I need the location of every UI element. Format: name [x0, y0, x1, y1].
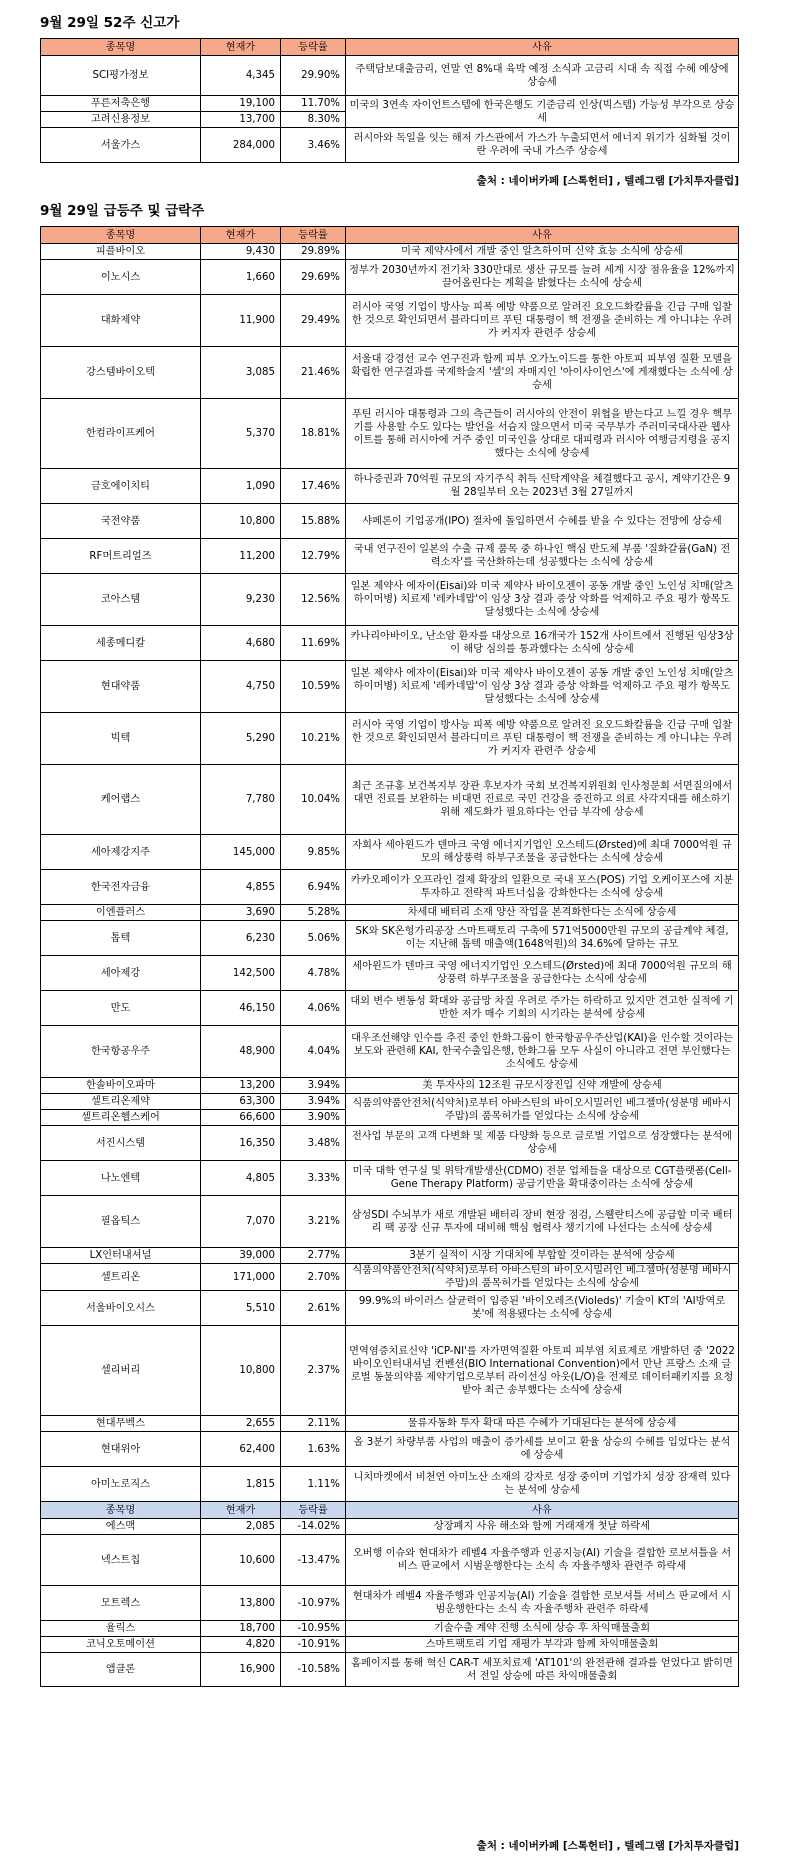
- current-price: 13,700: [201, 112, 281, 128]
- reason: 일본 제약사 에자이(Eisai)와 미국 제약사 바이오젠이 공동 개발 중인 노인성 치매(알츠하이머병) 치료제 '레카네맙'이 임상 3상 결과 증상 악화를 억제하고 주요 평가 항목도 달성했다는 소식에 상승세: [346, 661, 739, 713]
- stock-name: 만도: [41, 991, 201, 1026]
- table-row: [41, 626, 739, 661]
- stock-name: 세아제강: [41, 956, 201, 991]
- current-price: 9,430: [201, 244, 281, 260]
- table-row: [41, 921, 739, 956]
- col-header-reason: 사유: [346, 39, 739, 56]
- reason: 미국 제약사에서 개발 중인 알츠하이머 신약 효능 소식에 상승세: [346, 244, 739, 260]
- reason: 니치마켓에서 비천연 아미노산 소재의 강자로 성장 중이며 기업가치 성장 잠재력 있다는 분석에 상승세: [346, 1467, 739, 1502]
- stock-name: 넥스트칩: [41, 1535, 201, 1586]
- table-row: [41, 295, 739, 347]
- reason: SK와 SK온헝가리공장 스마트팩토리 구축에 571억5000만원 규모의 공급계약 체결, 이는 지난해 톱텍 매출액(1648억원)의 34.6%에 달하는 규모: [346, 921, 739, 956]
- table-row: [41, 574, 739, 626]
- section1-source: 출처 : 네이버카페 [스톡헌터] , 텔레그램 [가치투자클럽]: [476, 175, 739, 187]
- table-row: [41, 1467, 739, 1502]
- current-price: 46,150: [201, 991, 281, 1026]
- table-row: [41, 765, 739, 835]
- change-rate: -10.97%: [281, 1586, 346, 1621]
- change-rate: -14.02%: [281, 1519, 346, 1535]
- change-rate: 6.94%: [281, 870, 346, 905]
- change-rate: 29.89%: [281, 244, 346, 260]
- change-rate: 10.21%: [281, 713, 346, 765]
- col-header-price: 현재가: [201, 227, 281, 244]
- current-price: 1,090: [201, 469, 281, 504]
- current-price: 63,300: [201, 1094, 281, 1110]
- current-price: 10,800: [201, 504, 281, 539]
- current-price: 145,000: [201, 835, 281, 870]
- reason: 러시아와 독일을 잇는 해저 가스관에서 가스가 누출되면서 에너지 위기가 심화될 것이란 우려에 국내 가스주 상승세: [346, 128, 739, 163]
- stock-name: 고려신용정보: [41, 112, 201, 128]
- current-price: 2,655: [201, 1416, 281, 1432]
- stock-name: 셀트리온헬스케어: [41, 1110, 201, 1126]
- change-rate: 5.06%: [281, 921, 346, 956]
- table-row: [41, 347, 739, 399]
- table-row: [41, 1416, 739, 1432]
- change-rate: 29.49%: [281, 295, 346, 347]
- reason: 러시아 국영 기업이 방사능 피폭 예방 약품으로 알려진 요오드화칼륨을 긴급 구매 입찰한 것으로 확인되면서 블라디미르 푸틴 대통령이 핵 전쟁을 준비하는 게 아니냐는 우려가 커지자 관련주 상승세: [346, 713, 739, 765]
- current-price: 13,800: [201, 1586, 281, 1621]
- stock-name: 국전약품: [41, 504, 201, 539]
- table-row: [41, 539, 739, 574]
- change-rate: -10.95%: [281, 1621, 346, 1637]
- reason: 자회사 세아윈드가 덴마크 국영 에너지기업인 오스테드(Ørsted)에 최대 7000억원 규모의 해상풍력 하부구조물을 공급한다는 소식에 상승세: [346, 835, 739, 870]
- col-header-name: 종목명: [41, 227, 201, 244]
- table-row: [41, 905, 739, 921]
- current-price: 39,000: [201, 1248, 281, 1264]
- current-price: 48,900: [201, 1026, 281, 1078]
- change-rate: 11.69%: [281, 626, 346, 661]
- current-price: 62,400: [201, 1432, 281, 1467]
- change-rate: -10.58%: [281, 1653, 346, 1687]
- table-row: [41, 1586, 739, 1621]
- table-row: [41, 1126, 739, 1161]
- change-rate: 12.79%: [281, 539, 346, 574]
- current-price: 18,700: [201, 1621, 281, 1637]
- reason: 카나리아바이오, 난소암 환자를 대상으로 16개국가 152개 사이트에서 진행된 임상3상이 해당 심의를 통과했다는 소식에 상승세: [346, 626, 739, 661]
- current-price: 7,780: [201, 765, 281, 835]
- col-header-name: 종목명: [41, 39, 201, 56]
- change-rate: 4.06%: [281, 991, 346, 1026]
- col-header-reason: 사유: [346, 227, 739, 244]
- table-row: [41, 1621, 739, 1637]
- current-price: 16,350: [201, 1126, 281, 1161]
- stock-name: 서울바이오시스: [41, 1291, 201, 1326]
- table-row: [41, 260, 739, 295]
- table-row: [41, 1432, 739, 1467]
- stock-name: LX인터내셔널: [41, 1248, 201, 1264]
- change-rate: 2.70%: [281, 1264, 346, 1291]
- col-header-reason: 사유: [346, 1502, 739, 1519]
- current-price: 19,100: [201, 96, 281, 112]
- current-price: 171,000: [201, 1264, 281, 1291]
- reason: 물류자동화 투자 확대 따른 수혜가 기대된다는 분석에 상승세: [346, 1416, 739, 1432]
- reason: 미국 대학 연구실 및 위탁개발생산(CDMO) 전문 업체들을 대상으로 CGT플랫폼(Cell-Gene Therapy Platform) 공급기반을 확대중이라는 소식에 상승세: [346, 1161, 739, 1196]
- current-price: 5,370: [201, 399, 281, 469]
- new-high-table: [40, 38, 739, 163]
- reason: 세아윈드가 덴마크 국영 에너지기업인 오스테드(Ørsted)에 최대 7000억원 규모의 해상풍력 하부구조물을 공급한다는 소식에 상승세: [346, 956, 739, 991]
- stock-name: 셀트리온제약: [41, 1094, 201, 1110]
- change-rate: 12.56%: [281, 574, 346, 626]
- current-price: 11,200: [201, 539, 281, 574]
- change-rate: 3.33%: [281, 1161, 346, 1196]
- current-price: 142,500: [201, 956, 281, 991]
- change-rate: 4.04%: [281, 1026, 346, 1078]
- table-row: [41, 96, 739, 112]
- change-rate: 3.94%: [281, 1078, 346, 1094]
- reason: 식품의약품안전처(식약처)로부터 아바스틴의 바이오시밀러인 베그젤마(성분명 베바시주맙)의 품목허가를 얻었다는 소식에 상승세: [346, 1094, 739, 1126]
- header-row: [41, 39, 739, 56]
- stock-name: 아미노로직스: [41, 1467, 201, 1502]
- table-row: [41, 128, 739, 163]
- change-rate: 3.94%: [281, 1094, 346, 1110]
- table-row: [41, 713, 739, 765]
- col-header-price: 현재가: [201, 39, 281, 56]
- table-row: [41, 1248, 739, 1264]
- col-header-change: 등락률: [281, 39, 346, 56]
- change-rate: 8.30%: [281, 112, 346, 128]
- current-price: 6,230: [201, 921, 281, 956]
- stock-name: 모트렉스: [41, 1586, 201, 1621]
- change-rate: 1.11%: [281, 1467, 346, 1502]
- stock-name: 이엔플러스: [41, 905, 201, 921]
- reason: 서울대 강경선 교수 연구진과 함께 피부 오가노이드를 통한 아토피 피부염 질환 모델을 확립한 연구결과를 국제학술지 '셀'의 자매지인 '아이사이언스'에 게재했다는 소식에 상승세: [346, 347, 739, 399]
- reason: 美 투자사의 12조원 규모시장진입 신약 개발에 상승세: [346, 1078, 739, 1094]
- reason: 전사업 부문의 고객 다변화 및 제품 다양화 등으로 글로벌 기업으로 성장했다는 분석에 상승세: [346, 1126, 739, 1161]
- col-header-change: 등락률: [281, 1502, 346, 1519]
- current-price: 4,820: [201, 1637, 281, 1653]
- reason: 상장폐지 사유 해소와 함께 거래재개 첫날 하락세: [346, 1519, 739, 1535]
- change-rate: -10.91%: [281, 1637, 346, 1653]
- change-rate: 1.63%: [281, 1432, 346, 1467]
- stock-name: 현대약품: [41, 661, 201, 713]
- stock-name: SCI평가정보: [41, 56, 201, 96]
- stock-name: 이노시스: [41, 260, 201, 295]
- stock-name: 셀리버리: [41, 1326, 201, 1416]
- change-rate: 17.46%: [281, 469, 346, 504]
- reason: 홈페이지를 통해 혁신 CAR-T 세포치료제 'AT101'의 완전관해 결과를 얻었다고 밝히면서 전일 상승에 따른 차익매물출회: [346, 1653, 739, 1687]
- reason: 삼성SDI 수뇌부가 새로 개발된 배터리 장비 현장 점검, 스웰란티스에 공급할 미국 배터리 팩 공장 신규 투자에 대비해 핵심 협력사 챙기기에 나선다는 소식에 상승세: [346, 1196, 739, 1248]
- change-rate: 9.85%: [281, 835, 346, 870]
- stock-name: 한솔바이오파마: [41, 1078, 201, 1094]
- change-rate: 3.21%: [281, 1196, 346, 1248]
- reason: 카카오페이가 오프라인 결제 확장의 일환으로 국내 포스(POS) 기업 오케이포스에 지분 투자하고 전략적 파트너십을 강화한다는 소식에 상승세: [346, 870, 739, 905]
- stock-name: 현대위아: [41, 1432, 201, 1467]
- current-price: 5,510: [201, 1291, 281, 1326]
- stock-name: 세종메디칼: [41, 626, 201, 661]
- reason: 면역염증치료신약 'iCP-NI'를 자가면역질환 아토피 피부염 치료제로 개발하던 중 '2022 바이오인터내셔널 컨벤션(BIO International Convention)에서 만난 프랑스 소재 글로벌 동물의약품 제약기업으로부터 라이선싱 아웃(L/O)을 전제로 데이터패키지를 요청받아 최근 송부했다는 소식에 상승세: [346, 1326, 739, 1416]
- stock-name: 코아스템: [41, 574, 201, 626]
- table-row: [41, 1161, 739, 1196]
- stock-name: 한컴라이프케어: [41, 399, 201, 469]
- current-price: 2,085: [201, 1519, 281, 1535]
- table-row: [41, 870, 739, 905]
- current-price: 9,230: [201, 574, 281, 626]
- table-row: [41, 1326, 739, 1416]
- reason: 러시아 국영 기업이 방사능 피폭 예방 약품으로 알려진 요오드화칼륨을 긴급 구매 입찰한 것으로 확인되면서 블라디미르 푸틴 대통령이 핵 전쟁을 준비하는 게 아니냐는 우려가 커지자 관련주 상승세: [346, 295, 739, 347]
- table-row: [41, 1026, 739, 1078]
- change-rate: 29.69%: [281, 260, 346, 295]
- change-rate: 3.46%: [281, 128, 346, 163]
- movers-table: [40, 226, 739, 1687]
- stock-name: 세아제강지주: [41, 835, 201, 870]
- current-price: 284,000: [201, 128, 281, 163]
- stock-name: 서울가스: [41, 128, 201, 163]
- reason: 기술수출 계약 진행 소식에 상승 후 차익매물출회: [346, 1621, 739, 1637]
- reason: 현대차가 레벨4 자율주행과 인공지능(AI) 기술을 결합한 로보셔틀 서비스 판교에서 시범운행한다는 소식 속 자율주행차 관련주 하락세: [346, 1586, 739, 1621]
- stock-name: 서진시스템: [41, 1126, 201, 1161]
- table-row: [41, 399, 739, 469]
- reason: 국내 연구진이 일본의 수출 규제 품목 중 하나인 핵심 반도체 부품 '질화갈륨(GaN) 전력소자'를 국산화하는데 성공했다는 소식에 상승세: [346, 539, 739, 574]
- stock-name: 케어랩스: [41, 765, 201, 835]
- section2-source: 출처 : 네이버카페 [스톡헌터] , 텔레그램 [가치투자클럽]: [476, 1840, 739, 1852]
- stock-name: RF머트리얼즈: [41, 539, 201, 574]
- current-price: 13,200: [201, 1078, 281, 1094]
- table-row: [41, 1653, 739, 1687]
- current-price: 11,900: [201, 295, 281, 347]
- table-row: [41, 956, 739, 991]
- change-rate: 5.28%: [281, 905, 346, 921]
- reason: 식품의약품안전처(식약처)로부터 아바스틴의 바이오시밀러인 베그젤마(성분명 베바시주맙)의 품목허가를 얻었다는 소식에 상승세: [346, 1264, 739, 1291]
- change-rate: 11.70%: [281, 96, 346, 112]
- table-row: [41, 835, 739, 870]
- section1-title: 9월 29일 52주 신고가: [40, 15, 180, 31]
- stock-name: 현대무벡스: [41, 1416, 201, 1432]
- table-row: [41, 1291, 739, 1326]
- change-rate: 2.11%: [281, 1416, 346, 1432]
- table-row: [41, 1535, 739, 1586]
- stock-name: 한국항공우주: [41, 1026, 201, 1078]
- current-price: 16,900: [201, 1653, 281, 1687]
- table-row: [41, 244, 739, 260]
- stock-name: 강스템바이오텍: [41, 347, 201, 399]
- stock-name: 피플바이오: [41, 244, 201, 260]
- change-rate: 2.61%: [281, 1291, 346, 1326]
- reason: 주택담보대출금리, 연말 연 8%대 육박 예정 소식과 고금리 시대 속 직접 수혜 예상에 상승세: [346, 56, 739, 96]
- current-price: 4,750: [201, 661, 281, 713]
- stock-name: 코닉오토메이션: [41, 1637, 201, 1653]
- current-price: 10,800: [201, 1326, 281, 1416]
- table-row: [41, 1196, 739, 1248]
- reason: 최근 조규홍 보건복지부 장관 후보자가 국회 보건복지위원회 인사청문회 서면질의에서 대면 진료를 보완하는 비대면 진료로 국민 건강을 증진하고 의료 사각지대를 해소하기 위해 제도화가 필요하다는 언급 부각에 상승세: [346, 765, 739, 835]
- reason: 하나증권과 70억원 규모의 자기주식 취득 신탁계약을 체결했다고 공시, 계약기간은 9월 28일부터 오는 2023년 3월 27일까지: [346, 469, 739, 504]
- change-rate: 10.04%: [281, 765, 346, 835]
- reason: 99.9%의 바이러스 살균력이 입증된 '바이오레즈(Violeds)' 기술이 KT의 'AI방역로봇'에 적용됐다는 소식에 상승세: [346, 1291, 739, 1326]
- current-price: 3,690: [201, 905, 281, 921]
- reason: 스마트팩토리 기업 재평가 부각과 함께 차익매물출회: [346, 1637, 739, 1653]
- stock-name: 금호에이치티: [41, 469, 201, 504]
- table-row: [41, 56, 739, 96]
- stock-name: 필옵틱스: [41, 1196, 201, 1248]
- change-rate: 29.90%: [281, 56, 346, 96]
- stock-name: 나노엔텍: [41, 1161, 201, 1196]
- stock-name: 빅텍: [41, 713, 201, 765]
- stock-name: 대화제약: [41, 295, 201, 347]
- current-price: 1,815: [201, 1467, 281, 1502]
- table-row: [41, 1094, 739, 1110]
- stock-name: 앱클론: [41, 1653, 201, 1687]
- stock-name: 율릭스: [41, 1621, 201, 1637]
- table-row: [41, 469, 739, 504]
- reason: 푸틴 러시아 대통령과 그의 측근들이 러시아의 안전이 위협을 받는다고 느낄 경우 핵무기를 사용할 수도 있다는 발언을 서슴지 않으면서 미국 국무부가 주러미국대사관 웹사이트를 통해 러시아에 거주 중인 미국인을 상대로 대피령과 러시아 여행금지령을 공지했다는 소식에 상승세: [346, 399, 739, 469]
- current-price: 4,680: [201, 626, 281, 661]
- table-row: [41, 1519, 739, 1535]
- change-rate: 2.37%: [281, 1326, 346, 1416]
- reason: 오버행 이슈와 현대차가 레벨4 자율주행과 인공지능(AI) 기술을 결합한 로보셔틀을 서비스 판교에서 시범운행한다는 소식 속 자율주행차 관련주 하락세: [346, 1535, 739, 1586]
- col-header-price: 현재가: [201, 1502, 281, 1519]
- table-row: [41, 1078, 739, 1094]
- change-rate: -13.47%: [281, 1535, 346, 1586]
- change-rate: 18.81%: [281, 399, 346, 469]
- current-price: 4,345: [201, 56, 281, 96]
- table-row: [41, 1264, 739, 1291]
- table-row: [41, 991, 739, 1026]
- header-row: [41, 227, 739, 244]
- reason: 미국의 3연속 자이언트스텝에 한국은행도 기준금리 인상(빅스텝) 가능성 부각으로 상승세: [346, 96, 739, 128]
- reason: 정부가 2030년까지 전기차 330만대로 생산 규모를 늘려 세계 시장 점유율을 12%까지 끌어올린다는 계획을 밝혔다는 소식에 상승세: [346, 260, 739, 295]
- header-row: [41, 1502, 739, 1519]
- change-rate: 4.78%: [281, 956, 346, 991]
- stock-name: 푸른저축은행: [41, 96, 201, 112]
- table-row: [41, 1637, 739, 1653]
- current-price: 4,805: [201, 1161, 281, 1196]
- change-rate: 3.48%: [281, 1126, 346, 1161]
- stock-name: 톱텍: [41, 921, 201, 956]
- reason: 일본 제약사 에자이(Eisai)와 미국 제약사 바이오젠이 공동 개발 중인 노인성 치매(알츠하이머병) 치료제 '레카네맙'이 임상 3상 결과 증상 악화를 억제하고 주요 평가 항목도 달성했다는 소식에 상승세: [346, 574, 739, 626]
- change-rate: 21.46%: [281, 347, 346, 399]
- col-header-change: 등락률: [281, 227, 346, 244]
- reason: 대우조선해양 인수를 추진 중인 한화그룹이 한국항공우주산업(KAI)을 인수할 것이라는 보도와 관련해 KAI, 한국수출입은행, 한화그룹 모두 사실이 아니라고 전면 부인했다는 소식에도 상승세: [346, 1026, 739, 1078]
- change-rate: 15.88%: [281, 504, 346, 539]
- col-header-name: 종목명: [41, 1502, 201, 1519]
- current-price: 4,855: [201, 870, 281, 905]
- stock-name: 에스맥: [41, 1519, 201, 1535]
- table-row: [41, 504, 739, 539]
- current-price: 66,600: [201, 1110, 281, 1126]
- reason: 3분기 실적이 시장 기대치에 부합할 것이라는 분석에 상승세: [346, 1248, 739, 1264]
- table-row: [41, 661, 739, 713]
- section2-title: 9월 29일 급등주 및 급락주: [40, 203, 205, 219]
- current-price: 7,070: [201, 1196, 281, 1248]
- stock-name: 셀트리온: [41, 1264, 201, 1291]
- change-rate: 10.59%: [281, 661, 346, 713]
- current-price: 10,600: [201, 1535, 281, 1586]
- reason: 샤페론이 기업공개(IPO) 절차에 돌입하면서 수혜를 받을 수 있다는 전망에 상승세: [346, 504, 739, 539]
- current-price: 5,290: [201, 713, 281, 765]
- reason: 올 3분기 차량부품 사업의 매출이 증가세를 보이고 환율 상승의 수혜를 입었다는 분석에 상승세: [346, 1432, 739, 1467]
- current-price: 3,085: [201, 347, 281, 399]
- change-rate: 3.90%: [281, 1110, 346, 1126]
- current-price: 1,660: [201, 260, 281, 295]
- reason: 대외 변수 변동성 확대와 공급망 차질 우려로 주가는 하락하고 있지만 견고한 실적에 기반한 저가 매수 기회의 시기라는 분석에 상승세: [346, 991, 739, 1026]
- stock-name: 한국전자금융: [41, 870, 201, 905]
- change-rate: 2.77%: [281, 1248, 346, 1264]
- reason: 차세대 배터리 소재 양산 작업을 본격화한다는 소식에 상승세: [346, 905, 739, 921]
